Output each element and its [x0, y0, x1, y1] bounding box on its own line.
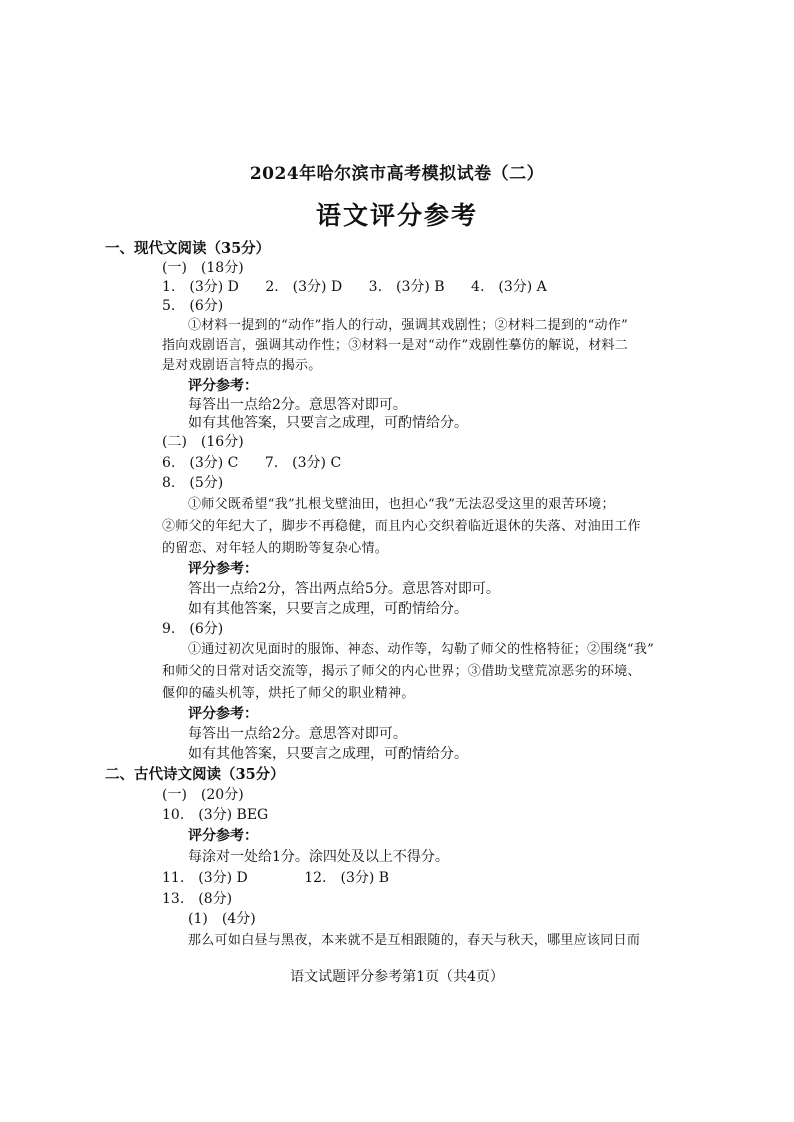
scoring-text: 如有其他答案，只要言之成理，可酌情给分。 — [188, 601, 468, 617]
scoring-label: 评分参考： — [188, 828, 258, 844]
subquestion-number: (1) (4分) — [188, 911, 256, 927]
scoring-label: 评分参考： — [188, 561, 258, 577]
scoring-text: 每答出一点给2分。意思答对即可。 — [188, 397, 407, 413]
answer-text: 和师父的日常对话交流等，揭示了师父的内心世界；③借助戈壁荒凉恶劣的环境、 — [162, 664, 641, 679]
section-heading-modern-reading: 一、现代文阅读（35分） — [105, 240, 271, 257]
scoring-text: 答出一点给2分，答出两点给5分。意思答对即可。 — [188, 581, 500, 597]
answer-text: ②师父的年纪大了，脚步不再稳健，而且内心交织着临近退休的失落、对油田工作 — [162, 519, 641, 534]
exam-title: 2024年哈尔滨市高考模拟试卷（二） — [249, 164, 545, 184]
scoring-text: 每涂对一处给1分。涂四处及以上不得分。 — [188, 849, 449, 865]
scoring-label: 评分参考： — [188, 706, 258, 722]
page-footer: 语文试题评分参考第1页（共4页） — [290, 969, 504, 985]
answer-text: 偃仰的磕头机等，烘托了师父的职业精神。 — [162, 686, 415, 701]
answer-row-11-12 — [162, 869, 389, 887]
subsection-heading: (一) (20分) — [162, 787, 244, 803]
question-number: 13. (8分) — [162, 891, 233, 907]
answer-q7: 7. (3分) C — [264, 455, 342, 471]
answer-row-6-7 — [162, 454, 341, 472]
scoring-text: 如有其他答案，只要言之成理，可酌情给分。 — [188, 415, 468, 431]
answer-row-1-4 — [162, 278, 547, 296]
answer-text: 的留恋、对年轻人的期盼等复杂心情。 — [162, 541, 389, 556]
answer-q11: 11. (3分) D — [162, 870, 248, 886]
question-number: 9. (6分) — [162, 621, 224, 637]
answer-q3: 3. (3分) B — [368, 279, 445, 295]
question-number: 5. (6分) — [162, 298, 224, 314]
scoring-text: 每答出一点给2分。意思答对即可。 — [188, 726, 407, 742]
answer-q2: 2. (3分) D — [265, 279, 343, 295]
answer-q10: 10. (3分) BEG — [162, 807, 269, 823]
answer-text: 那么可如白昼与黑夜，本来就不是互相跟随的，春天与秋天，哪里应该同日而 — [188, 933, 641, 948]
section-heading-classical-reading: 二、古代诗文阅读（35分） — [105, 766, 285, 783]
scoring-label: 评分参考： — [188, 378, 258, 394]
answer-q4: 4. (3分) A — [471, 279, 547, 295]
answer-text: ①通过初次见面时的服饰、神态、动作等，勾勒了师父的性格特征；②围绕“我” — [188, 642, 655, 657]
subsection-heading: (一) (18分) — [162, 260, 244, 276]
answer-q6: 6. (3分) C — [162, 455, 239, 471]
subsection-heading: (二) (16分) — [162, 434, 244, 450]
answer-text: 指向戏剧语言，强调其动作性；③材料一是对“动作”戏剧性摹仿的解说，材料二 — [162, 338, 629, 353]
answer-text: ①材料一提到的“动作”指人的行动，强调其戏剧性；②材料二提到的“动作” — [188, 318, 629, 333]
answer-text: ①师父既希望“我”扎根戈壁油田，也担心“我”无法忍受这里的艰苦环境； — [188, 497, 615, 512]
answer-q12: 12. (3分) B — [304, 870, 390, 886]
question-number: 8. (5分) — [162, 475, 224, 491]
answer-q1: 1. (3分) D — [162, 279, 239, 295]
scoring-text: 如有其他答案，只要言之成理，可酌情给分。 — [188, 746, 468, 762]
page-subtitle: 语文评分参考 — [315, 201, 478, 230]
answer-text: 是对戏剧语言特点的揭示。 — [162, 358, 322, 373]
